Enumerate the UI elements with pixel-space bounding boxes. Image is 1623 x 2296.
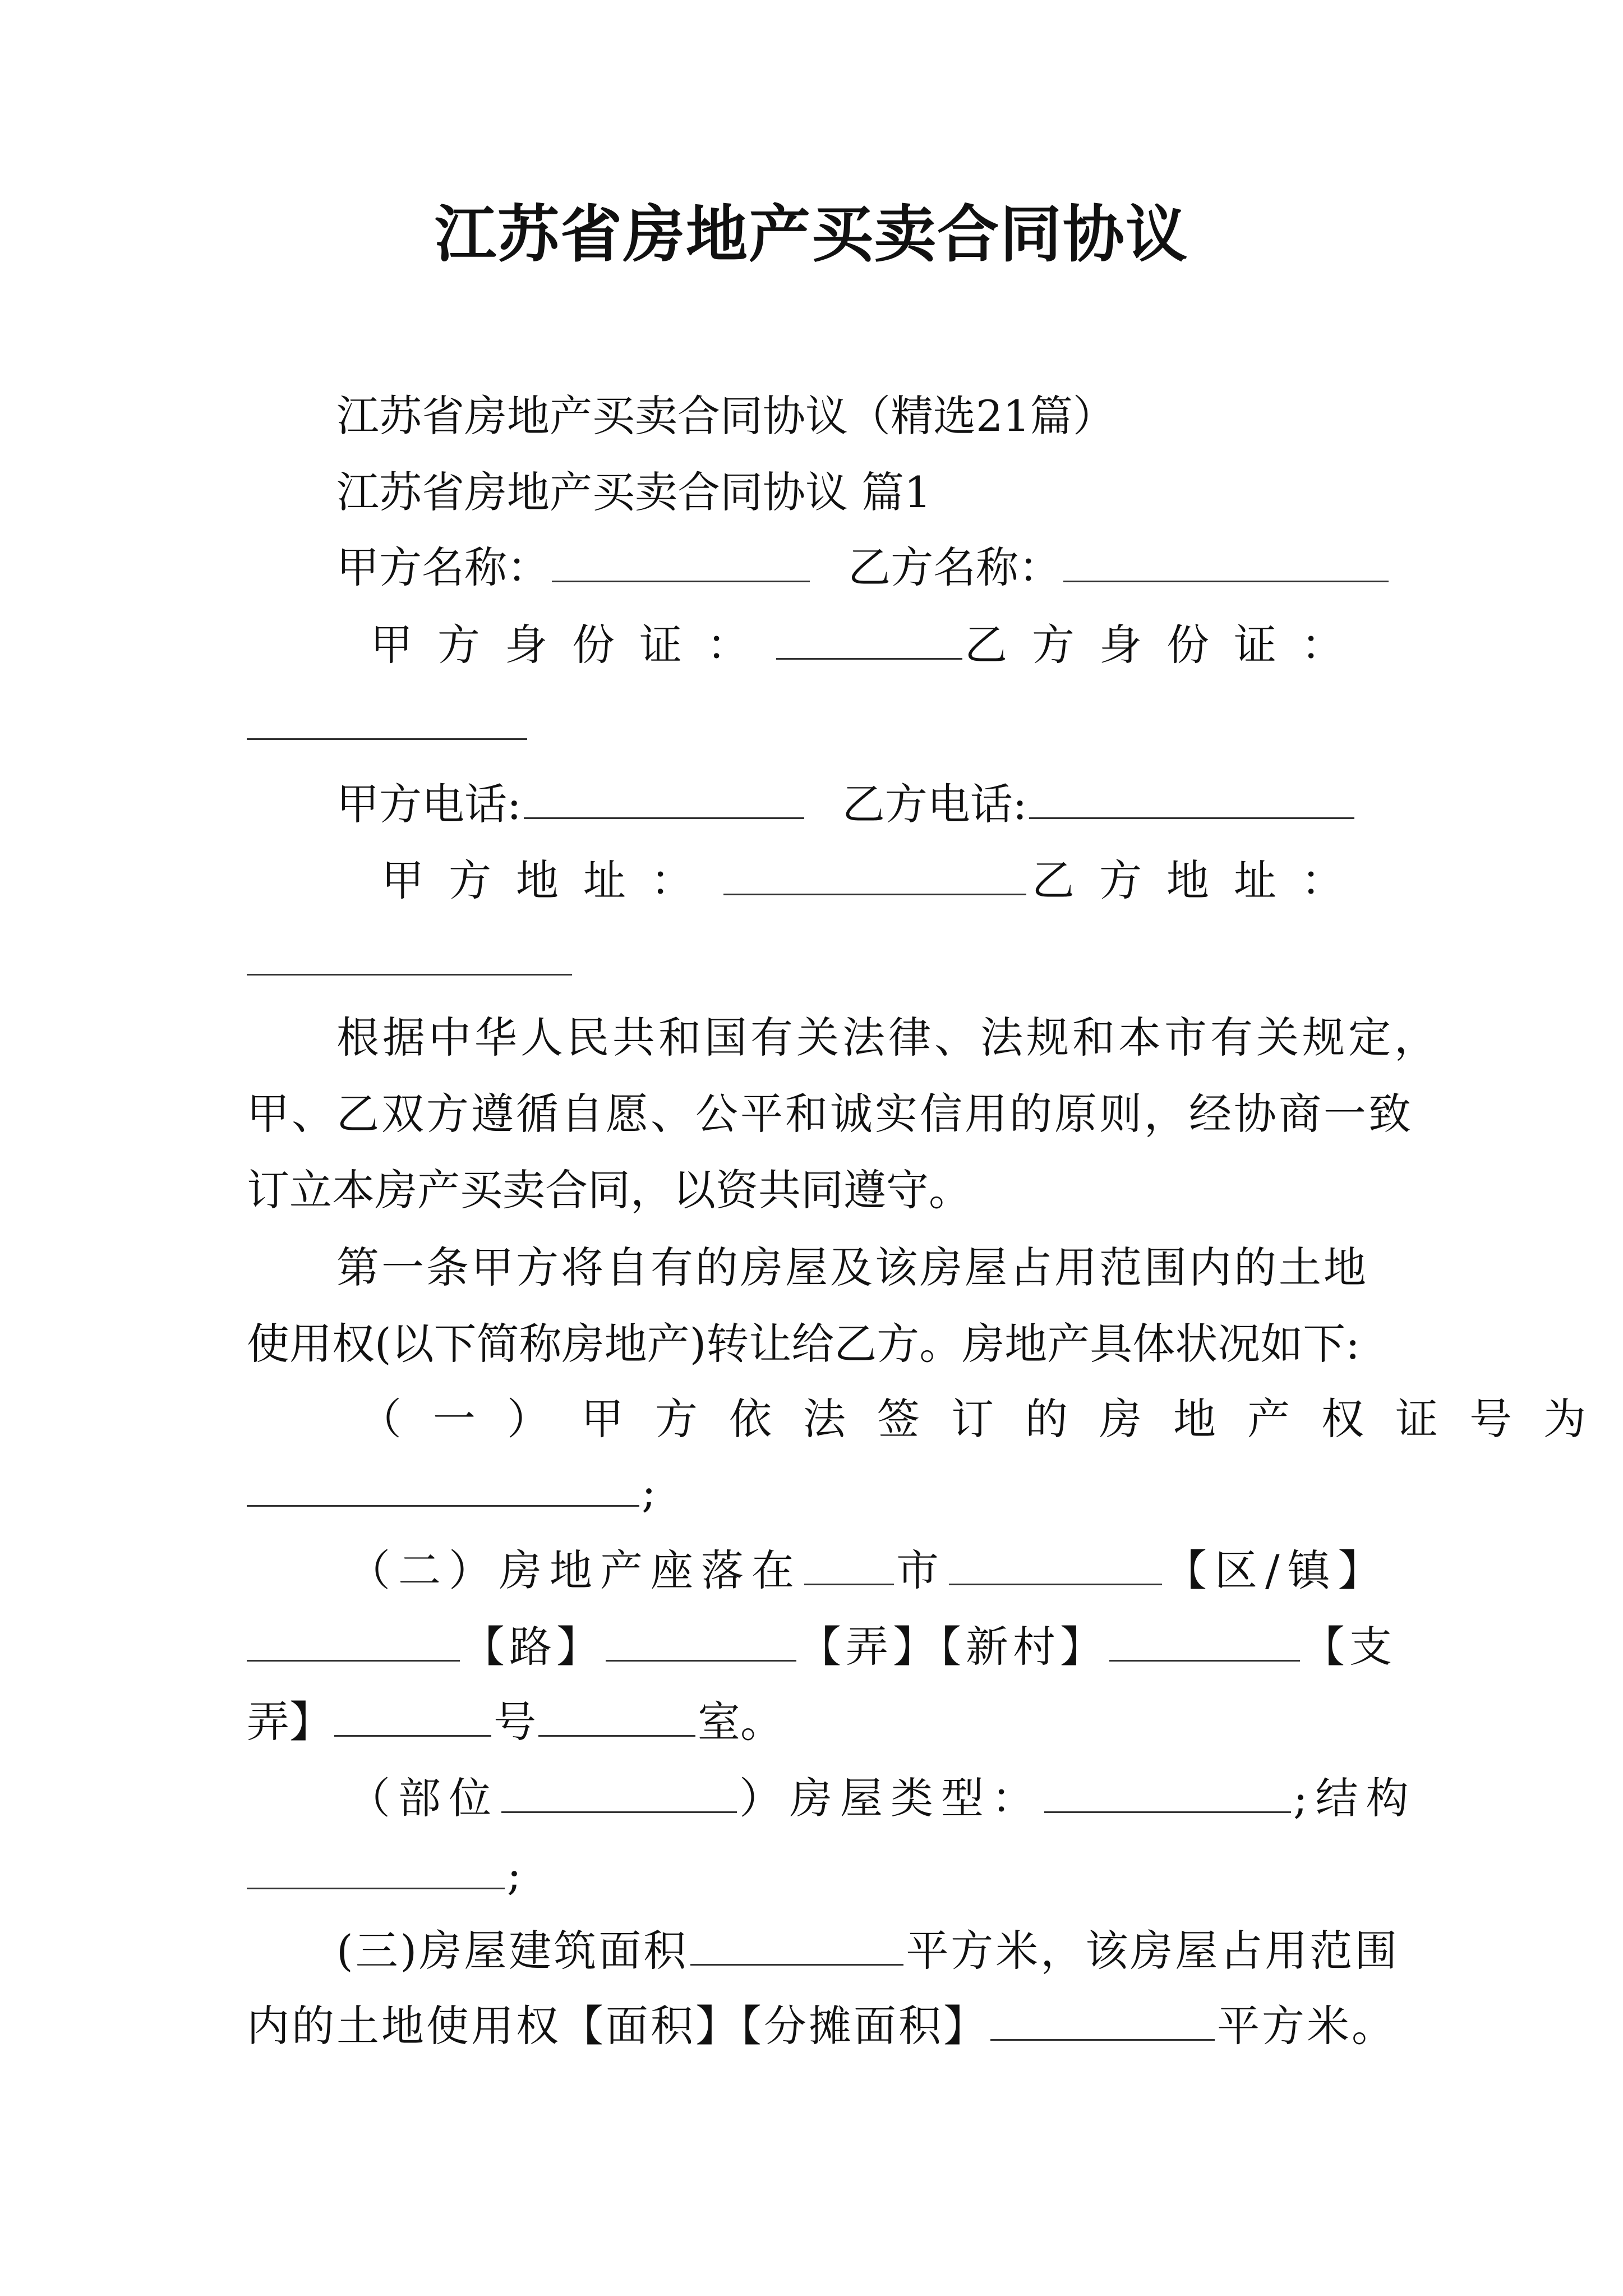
party-b-addr-label: 乙方地址：: [1032, 855, 1368, 905]
number-label: 号: [494, 1697, 536, 1747]
party-a-name-row: [336, 540, 1391, 596]
room-label: 室。: [698, 1697, 783, 1747]
branch-label: 【支: [1302, 1622, 1396, 1672]
party-a-phone-blank: [524, 817, 804, 819]
branch-label-end: 弄】: [247, 1697, 332, 1747]
lane-blank: [606, 1660, 796, 1662]
paragraph-6-line-2: [247, 1998, 1396, 2054]
party-a-name-blank: [552, 581, 810, 582]
house-type-blank: [1044, 1811, 1291, 1813]
number-blank: [334, 1735, 491, 1737]
building-area-blank: [690, 1964, 903, 1966]
land-area-label: 内的土地使用权【面积】【分摊面积】: [247, 2001, 988, 2051]
lane-label: 【弄】【新村】: [799, 1622, 1107, 1672]
city-blank: [804, 1584, 894, 1585]
party-b-id-blank: [247, 738, 527, 740]
paragraph-5-line-1: [348, 1770, 1417, 1826]
building-area-unit: 平方米，该房屋占用范围: [906, 1926, 1400, 1976]
paragraph-5-line-2: [247, 1847, 522, 1903]
structure-label: ;结构: [1293, 1773, 1417, 1823]
paragraph-4-line-1: [348, 1543, 1389, 1599]
paragraph-4-line-2: [247, 1619, 1396, 1675]
land-area-blank: [990, 2039, 1215, 2041]
branch-blank: [1109, 1660, 1300, 1662]
party-a-addr-label: 甲方地址：: [381, 855, 718, 905]
land-area-unit: 平方米。: [1217, 2001, 1396, 2051]
party-b-phone-label: 乙方电话:: [842, 779, 1027, 829]
location-label: （二）房地产座落在: [348, 1545, 802, 1595]
building-area-label: (三)房屋建筑面积: [336, 1926, 689, 1976]
party-a-name-label: 甲方名称：: [336, 542, 550, 592]
semicolon: ;: [642, 1467, 656, 1517]
party-b-phone-blank: [1029, 817, 1354, 819]
document-title: 江苏省房地产买卖合同协议: [435, 198, 1188, 270]
party-a-id-label: 甲方身份证：: [370, 620, 774, 670]
section-heading: 江苏省房地产买卖合同协议 篇1: [336, 467, 932, 517]
district-blank: [949, 1584, 1162, 1585]
party-b-name-label: 乙方名称：: [848, 542, 1062, 592]
party-a-id-blank: [776, 658, 962, 660]
party-b-name-blank: [1063, 581, 1389, 582]
party-b-id-label: 乙方身份证：: [965, 620, 1368, 670]
party-a-addr-blank: [723, 894, 1026, 895]
room-blank: [538, 1735, 695, 1737]
document-subtitle: 江苏省房地产买卖合同协议（精选21篇）: [336, 391, 1115, 441]
deed-number-blank: [247, 1505, 639, 1507]
party-a-phone-label: 甲方电话:: [336, 779, 522, 829]
city-label: 市: [896, 1545, 947, 1595]
paragraph-2-line-2: 使用权(以下简称房地产)转让给乙方。房地产具体状况如下:: [247, 1319, 1360, 1369]
phone-row: [336, 776, 1357, 832]
paragraph-1-line-1: 根据中华人民共和国有关法律、法规和本市有关规定，: [336, 1013, 1440, 1062]
paragraph-3-line-2: [247, 1464, 656, 1520]
structure-blank: [247, 1888, 505, 1889]
paragraph-6-line-1: [336, 1923, 1399, 1979]
address-row: [381, 853, 1368, 909]
paragraph-2-line-1: 第一条甲方将自有的房屋及该房屋占用范围内的土地: [336, 1243, 1368, 1292]
paragraph-4-line-3: [247, 1694, 783, 1750]
paragraph-1-line-3: 订立本房产买卖合同，以资共同遵守。: [247, 1165, 971, 1215]
road-label: 【路】: [462, 1622, 603, 1672]
paragraph-3-line-1: （一）甲方依法签订的房地产权证号为: [359, 1394, 1617, 1444]
district-label: 【区/镇】: [1164, 1545, 1389, 1595]
party-b-addr-blank: [247, 974, 572, 976]
semicolon: ;: [507, 1849, 522, 1899]
road-blank: [247, 1660, 460, 1662]
part-label: （部位: [348, 1773, 499, 1823]
house-type-label: ）房屋类型：: [739, 1773, 1042, 1823]
part-blank: [501, 1811, 737, 1813]
paragraph-1-line-2: 甲、乙双方遵循自愿、公平和诚实信用的原则，经协商一致: [247, 1089, 1413, 1139]
party-id-row: [370, 617, 1368, 673]
